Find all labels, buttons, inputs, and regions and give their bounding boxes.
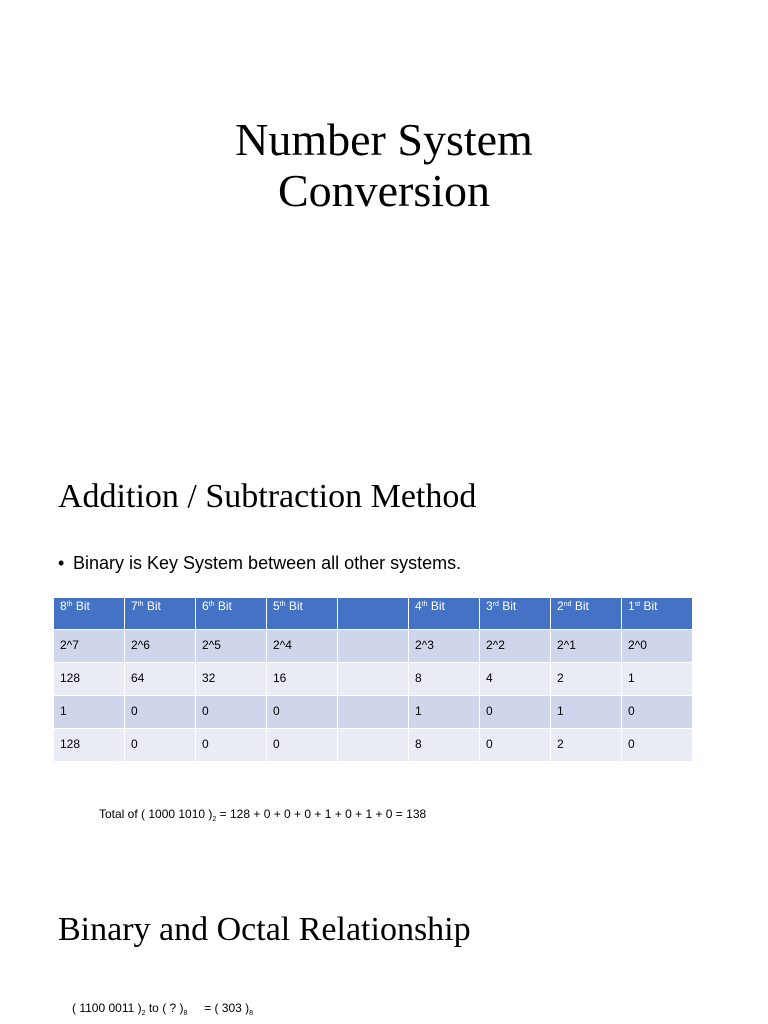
table-cell: 2^5 bbox=[196, 630, 267, 663]
table-cell: 2^3 bbox=[409, 630, 480, 663]
table-cell: 2^7 bbox=[54, 630, 125, 663]
table-cell: 0 bbox=[480, 729, 551, 762]
table-cell: 2^4 bbox=[267, 630, 338, 663]
table-cell: 16 bbox=[267, 663, 338, 696]
header-cell: 1st Bit bbox=[622, 598, 693, 630]
header-cell: 2nd Bit bbox=[551, 598, 622, 630]
table-cell: 1 bbox=[54, 696, 125, 729]
binary-octal-heading: Binary and Octal Relationship bbox=[58, 911, 471, 948]
bullet-icon: • bbox=[58, 553, 65, 573]
table-cell: 0 bbox=[267, 696, 338, 729]
slide-title-line-2: Conversion bbox=[277, 165, 491, 216]
addition-subtraction-heading: Addition / Subtraction Method bbox=[58, 478, 477, 515]
slide-title-line-1: Number System bbox=[235, 114, 533, 165]
table-cell: 8 bbox=[409, 663, 480, 696]
table-row bbox=[54, 729, 693, 762]
table-cell: 128 bbox=[54, 729, 125, 762]
table-cell: 0 bbox=[125, 729, 196, 762]
table-row bbox=[54, 630, 693, 663]
table-cell: 8 bbox=[409, 729, 480, 762]
header-cell-empty bbox=[338, 598, 409, 630]
table-cell bbox=[338, 630, 409, 663]
table-cell: 1 bbox=[409, 696, 480, 729]
table-cell: 0 bbox=[125, 696, 196, 729]
table-cell: 2^2 bbox=[480, 630, 551, 663]
header-cell: 5th Bit bbox=[267, 598, 338, 630]
table-cell: 0 bbox=[622, 696, 693, 729]
table-cell: 2 bbox=[551, 729, 622, 762]
table-cell: 1 bbox=[551, 696, 622, 729]
table-cell: 0 bbox=[480, 696, 551, 729]
table-cell bbox=[338, 729, 409, 762]
header-cell: 7th Bit bbox=[125, 598, 196, 630]
table-cell: 0 bbox=[196, 696, 267, 729]
header-cell: 6th Bit bbox=[196, 598, 267, 630]
table-cell: 64 bbox=[125, 663, 196, 696]
header-cell: 3rd Bit bbox=[480, 598, 551, 630]
table-cell: 0 bbox=[196, 729, 267, 762]
bit-header-row bbox=[54, 598, 693, 630]
bit-value-table bbox=[53, 597, 693, 762]
bullet-text: Binary is Key System between all other systems. bbox=[73, 553, 462, 573]
table-cell: 2^0 bbox=[622, 630, 693, 663]
octal-conversion-example: ( 1100 0011 )$_2$ to ( ? )$_8$ = ( 303 )$_8$ bbox=[72, 1001, 254, 1017]
table-cell bbox=[338, 696, 409, 729]
table-cell: 4 bbox=[480, 663, 551, 696]
table-cell: 0 bbox=[622, 729, 693, 762]
table-cell bbox=[338, 663, 409, 696]
table-cell: 2 bbox=[551, 663, 622, 696]
total-calculation: Total of ( 1000 1010 )$_2 = 128 + 0 + 0 + 0 + 1 + 0 + 1 + 0 = 138$ bbox=[99, 807, 427, 823]
bullet-point bbox=[58, 551, 461, 575]
table-cell: 0 bbox=[267, 729, 338, 762]
table-row bbox=[54, 696, 693, 729]
header-cell: 4th Bit bbox=[409, 598, 480, 630]
table-row bbox=[54, 663, 693, 696]
table-cell: 2^6 bbox=[125, 630, 196, 663]
table-cell: 32 bbox=[196, 663, 267, 696]
table-cell: 2^1 bbox=[551, 630, 622, 663]
table-cell: 1 bbox=[622, 663, 693, 696]
table-cell: 128 bbox=[54, 663, 125, 696]
slide-title bbox=[0, 114, 768, 216]
header-cell: 8th Bit bbox=[54, 598, 125, 630]
